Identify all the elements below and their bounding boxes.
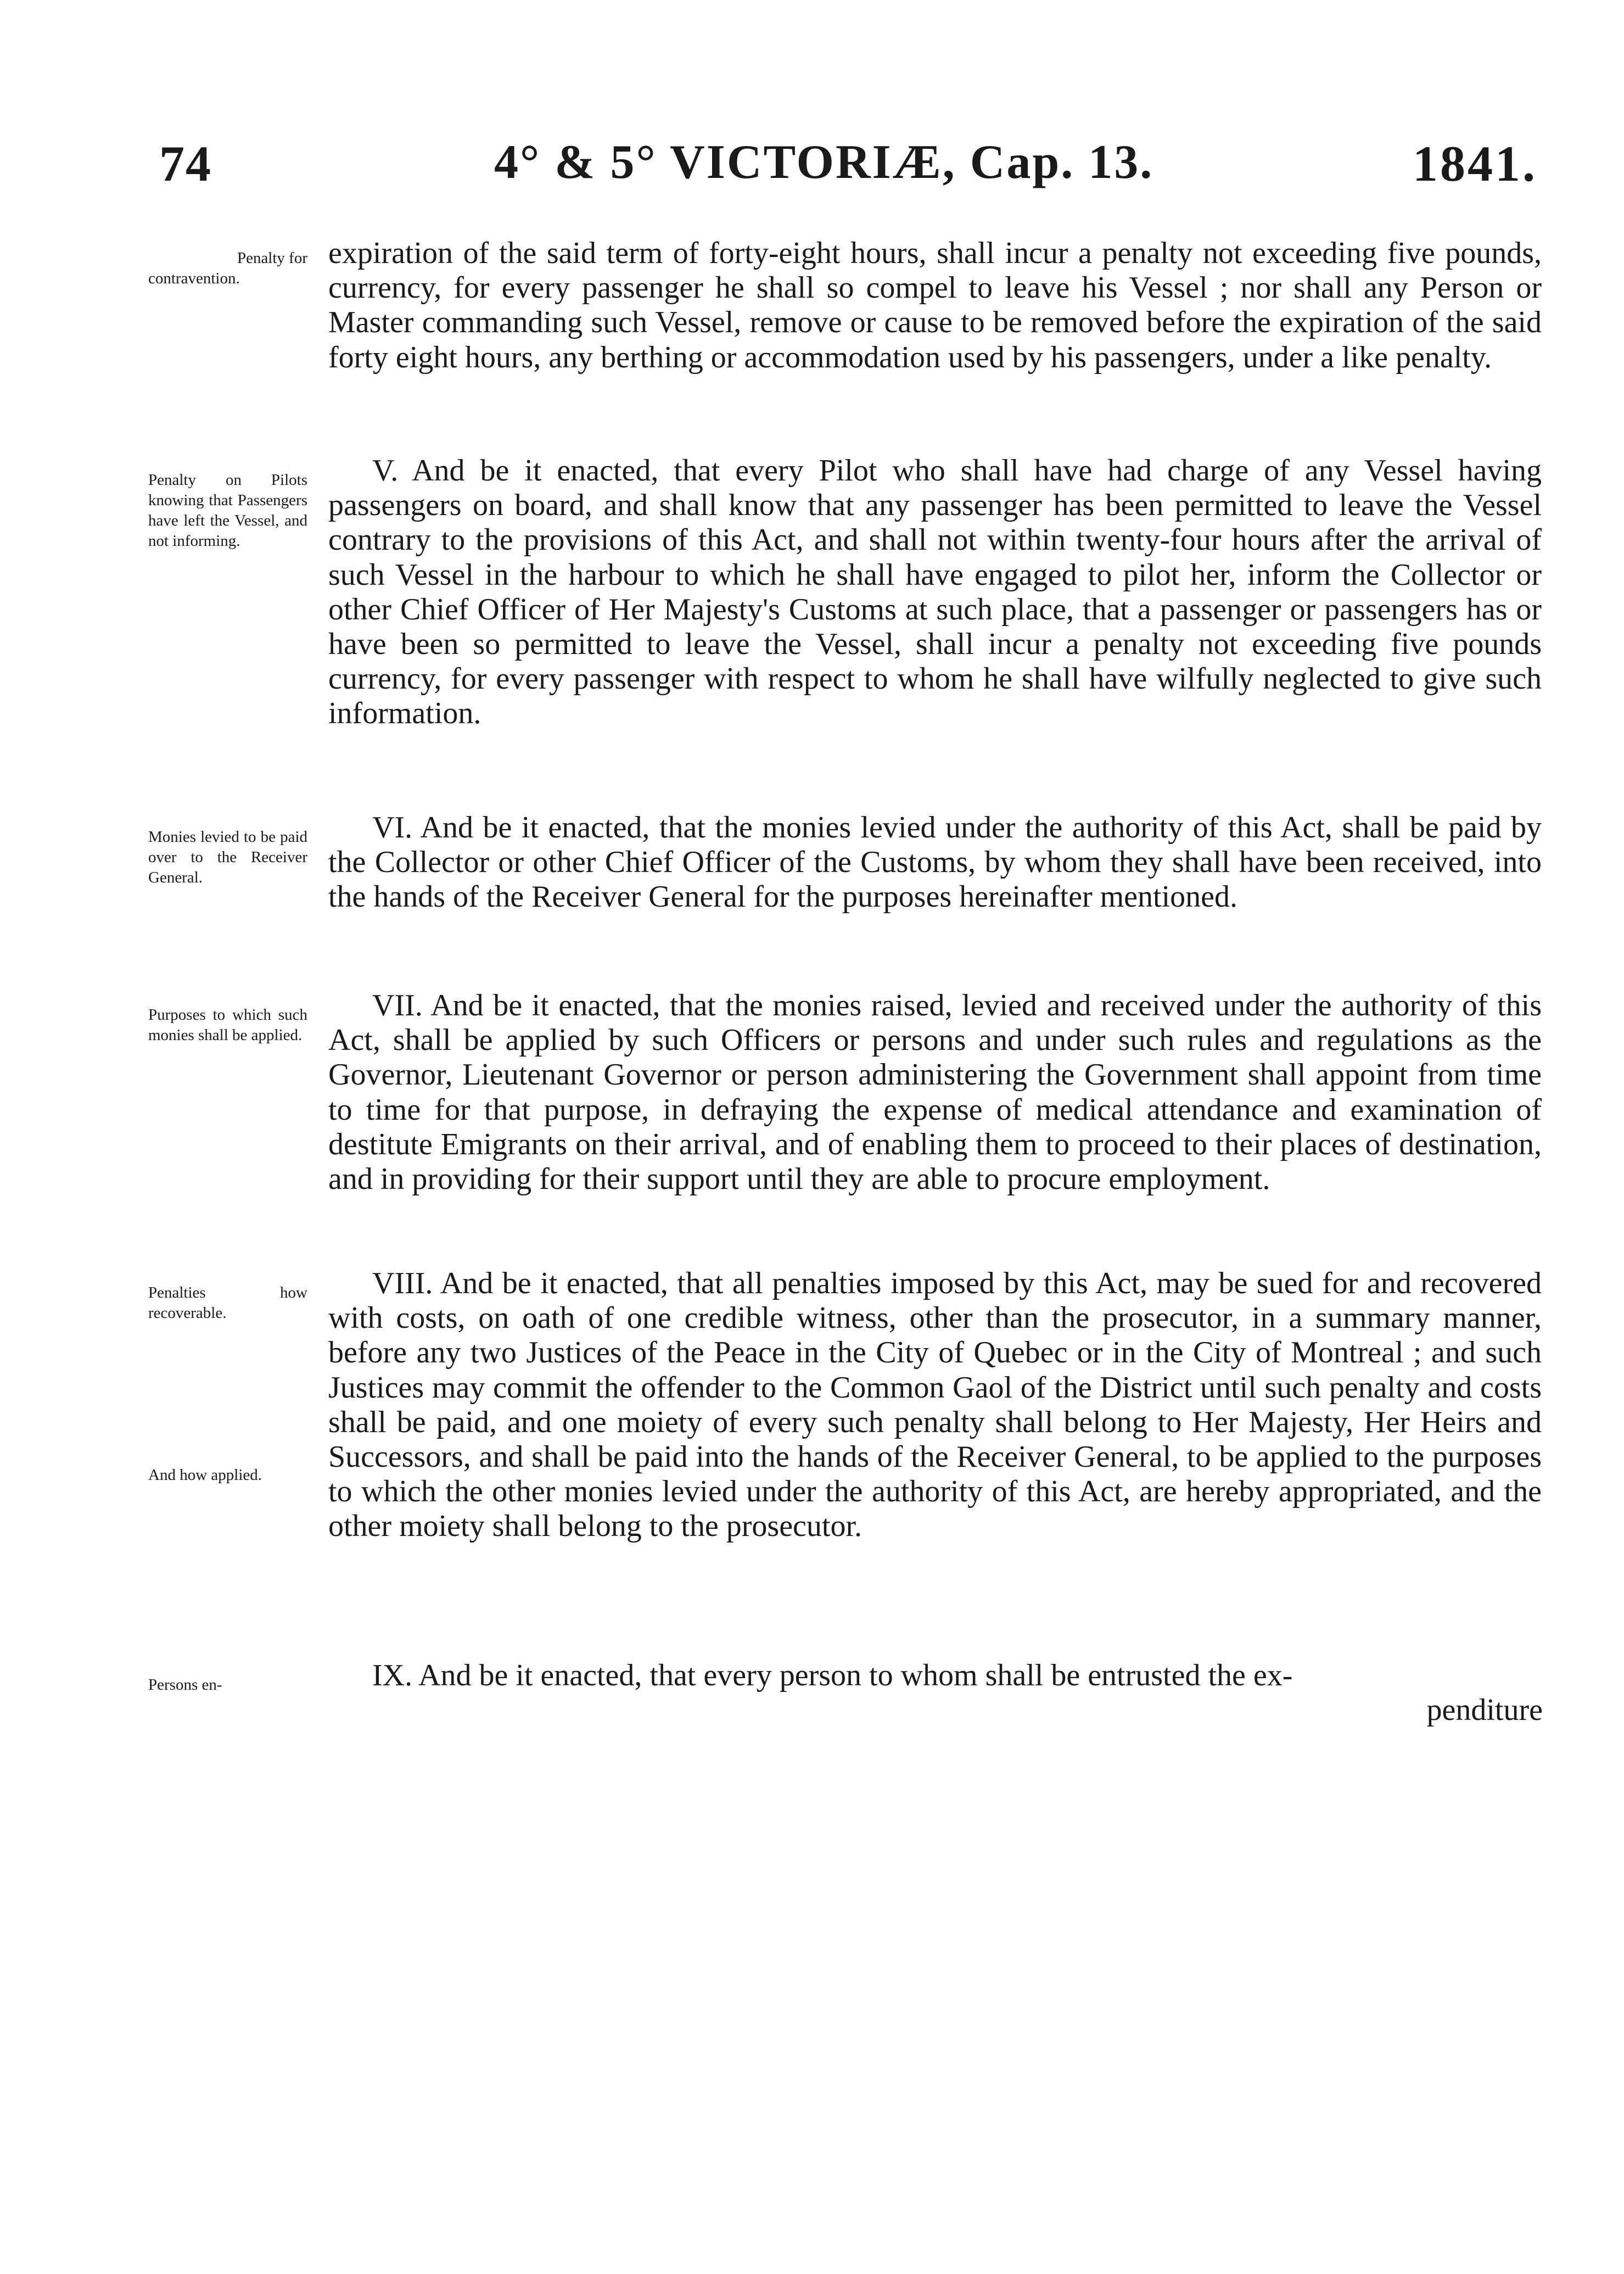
- section-text: [328, 811, 1542, 915]
- section-text-content: VII. And be it enacted, that the monies raised, levied and received under the authority of this Act, shall be applied by such Officers or persons and under such rules and regulations as the Governor, Lieutenant Governor or person administering the Government shall appoint from time to time for that purpose, in defraying the expense of medical attendance and examination of destitute Emigrants on their arrival, and of enabling them to proceed to their places of destination, and in providing for their support until they are able to procure employment.: [328, 988, 1542, 1197]
- catch-word: penditure: [1426, 1693, 1543, 1727]
- margin-note: Persons en-: [148, 1676, 222, 1694]
- section-text: [328, 454, 1542, 731]
- margin-note: Penalty for contravention.: [148, 249, 307, 287]
- page-number: 74: [159, 136, 212, 192]
- margin-note-secondary: And how applied.: [148, 1466, 262, 1484]
- running-header: [159, 135, 1537, 195]
- section-text: [328, 1266, 1542, 1544]
- section-text-content: IX. And be it enacted, that every person to whom shall be entrusted the ex-: [372, 1658, 1293, 1692]
- section-text-content: V. And be it enacted, that every Pilot who shall have had charge of any Vessel having passengers on board, and shall know that any passenger has been permitted to leave the Vessel contrary to the provisions of this Act, and shall not within twenty-four hours after the arrival of such Vessel in the harbour to which he shall have engaged to pilot her, inform the Collector or other Chief Officer of Her Majesty's Customs at such place, that a passenger or passengers has or have been so permitted to leave the Vessel, shall incur a penalty not exceeding five pounds currency, for every passenger with respect to whom he shall have wilfully neglected to give such information.: [328, 454, 1542, 731]
- section-text-content: VI. And be it enacted, that the monies levied under the authority of this Act, shall be paid by the Collector or other Chief Officer of the Customs, by whom they shall have been received, into the hands of the Receiver General for the purposes hereinafter mentioned.: [328, 811, 1542, 914]
- margin-note: Penalty on Pilots knowing that Passengers have left the Vessel, and not informing.: [148, 471, 307, 550]
- year: 1841.: [1413, 136, 1537, 192]
- section-text: [328, 1658, 1542, 1693]
- margin-note: Penalties how recoverable.: [148, 1284, 307, 1322]
- running-title: 4° & 5° VICTORIÆ, Cap. 13.: [494, 136, 1154, 189]
- margin-note: Purposes to which such monies shall be applied.: [148, 1006, 307, 1044]
- margin-note: Monies levied to be paid over to the Receiver General.: [148, 828, 307, 886]
- section-text-content: VIII. And be it enacted, that all penalties imposed by this Act, may be sued for and recovered with costs, on oath of one credible witness, other than the prosecutor, in a summary manner, before any two Justices of the Peace in the City of Quebec or in the City of Montreal ; and such Justices may commit the offender to the Common Gaol of the District until such penalty and costs shall be paid, and one moiety of every such penalty shall belong to Her Majesty, Her Heirs and Successors, and shall be paid into the hands of the Receiver General, to be applied to the purposes to which the other monies levied under the authority of this Act, are hereby appropriated, and the other moiety shall belong to the prosecutor.: [328, 1266, 1542, 1544]
- section-text: [328, 988, 1542, 1197]
- section-text: expiration of the said term of forty-eight hours, shall incur a penalty not exceeding five pounds, currency, for every passenger he shall so compel to leave his Vessel ; nor shall any Person or Master commanding such Vessel, remove or cause to be removed before the expiration of the said forty eight hours, any berthing or accommodation used by his passengers, under a like penalty.: [328, 236, 1542, 375]
